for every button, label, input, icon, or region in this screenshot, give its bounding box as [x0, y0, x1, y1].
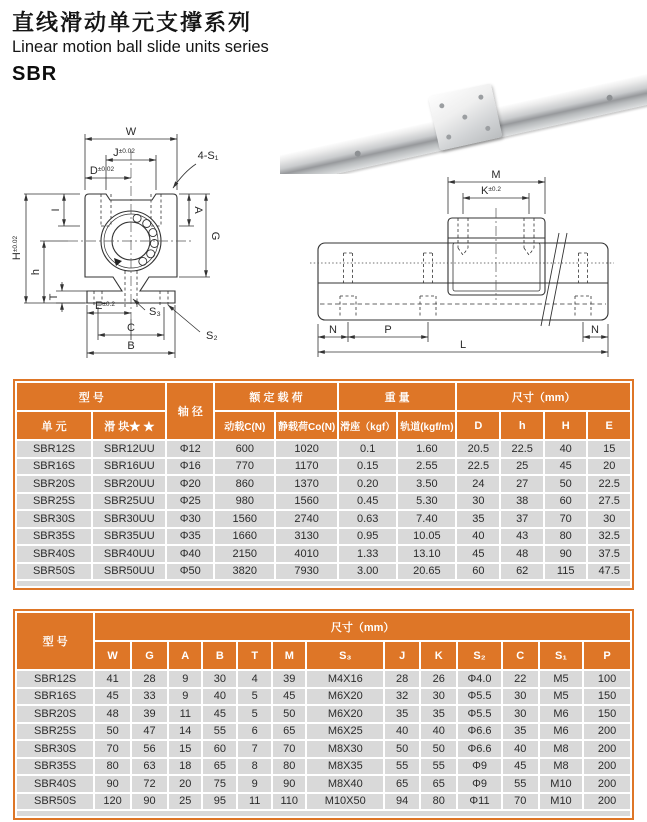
table-cell: M10	[540, 794, 582, 810]
table-cell: M6X20	[307, 689, 383, 705]
table-cell: SBR16S	[17, 689, 93, 705]
table-cell: 35	[503, 724, 538, 740]
table-cell: 7	[238, 741, 271, 757]
dim-label-l: L	[459, 339, 467, 351]
table-cell: Φ9	[458, 759, 500, 775]
table-cell: 20	[169, 776, 201, 792]
table-cell: 40	[385, 724, 419, 740]
table-cell: 200	[584, 741, 630, 757]
table-cell: 9	[169, 671, 201, 687]
table-cell: SBR25UU	[93, 494, 165, 510]
dimension-lines	[318, 177, 608, 357]
rail-outline	[318, 218, 608, 320]
table-cell: 33	[132, 689, 167, 705]
table-row	[17, 441, 630, 457]
dim-label-j: $J^{\pm 0.02}$	[113, 147, 135, 159]
dim-label-p: P	[384, 324, 392, 336]
table2-body	[17, 671, 630, 809]
table-row	[17, 776, 630, 792]
block-hole	[446, 134, 452, 140]
table-cell: 28	[385, 671, 419, 687]
th-rated-load-group: 额 定 载 荷	[215, 383, 337, 410]
table-cell: 60	[457, 564, 499, 580]
table-cell: 55	[203, 724, 236, 740]
table-cell: Φ6.6	[458, 724, 500, 740]
table-row	[17, 494, 630, 510]
th-slide-weight: 滑座（kgf）	[339, 412, 397, 439]
table-cell: 0.20	[339, 476, 397, 492]
table-cell: 20	[588, 459, 630, 475]
table-cell: 30	[457, 494, 499, 510]
th-e: E	[588, 412, 630, 439]
table-cell: SBR30S	[17, 511, 91, 527]
table-cell: 200	[584, 794, 630, 810]
table-cell: M8X40	[307, 776, 383, 792]
table-cell: SBR16UU	[93, 459, 165, 475]
table-cell: 40	[545, 441, 587, 457]
th-col-b: B	[203, 642, 236, 669]
dim-label-s2: S₂	[206, 330, 218, 342]
table-cell: 63	[132, 759, 167, 775]
table-cell: M10X50	[307, 794, 383, 810]
table-cell: 45	[203, 706, 236, 722]
rail-hole	[606, 94, 613, 101]
dim-label-k: $K^{\pm 0.2}$	[481, 185, 501, 197]
table-cell: SBR30UU	[93, 511, 165, 527]
table-cell: Φ25	[167, 494, 213, 510]
th-static-load: 静载荷Co(N)	[276, 412, 336, 439]
page-title-en: Linear motion ball slide units series	[12, 38, 269, 56]
table-cell: 39	[273, 671, 305, 687]
dim-label-s3: S₃	[149, 306, 161, 318]
table-cell: 70	[545, 511, 587, 527]
table-cell: 27.5	[588, 494, 630, 510]
table-cell: Φ35	[167, 529, 213, 545]
dim-label-d: $D^{\pm 0.02}$	[89, 165, 115, 177]
table-cell: 65	[203, 759, 236, 775]
th-col-s1: S₁	[540, 642, 582, 669]
table-cell: SBR40S	[17, 776, 93, 792]
product-photo	[280, 44, 647, 174]
table-cell: 25	[501, 459, 543, 475]
table-cell: 980	[215, 494, 274, 510]
table-cell: Φ5.5	[458, 689, 500, 705]
table-cell: 0.95	[339, 529, 397, 545]
table-cell: 2.55	[398, 459, 455, 475]
table-cell: 50	[421, 741, 456, 757]
table-cell: 3.00	[339, 564, 397, 580]
table-cell: 47	[132, 724, 167, 740]
table-row	[17, 671, 630, 687]
table-cell: M6X20	[307, 706, 383, 722]
dim-label-m: M	[491, 169, 501, 181]
table-cell: 75	[203, 776, 236, 792]
th-col-s2: S₂	[458, 642, 500, 669]
th-model-group: 型 号	[17, 383, 165, 410]
table-cell: 25	[169, 794, 201, 810]
table-cell: 22.5	[588, 476, 630, 492]
th-col-a: A	[169, 642, 201, 669]
table-cell: 1560	[276, 494, 336, 510]
table-cell: 150	[584, 706, 630, 722]
table-cell: 15	[169, 741, 201, 757]
table-cell: 45	[95, 689, 130, 705]
block-hole	[485, 125, 491, 131]
table-cell: M6	[540, 724, 582, 740]
table-cell: 11	[169, 706, 201, 722]
table-cell: Φ20	[167, 476, 213, 492]
table-cell: 60	[545, 494, 587, 510]
table-cell: 95	[203, 794, 236, 810]
th-block: 滑 块★ ★	[93, 412, 165, 439]
dim-label-n-right: N	[591, 324, 599, 336]
table-cell: M10	[540, 776, 582, 792]
block-hole	[478, 94, 484, 100]
table-cell: 3820	[215, 564, 274, 580]
th-col-p: P	[584, 642, 630, 669]
table-cell: SBR20S	[17, 476, 91, 492]
table-row	[17, 706, 630, 722]
table-cell: Φ6.6	[458, 741, 500, 757]
table-cell: 30	[421, 689, 456, 705]
table-cell: 30	[203, 671, 236, 687]
table-cell: 1170	[276, 459, 336, 475]
table-cell: SBR25S	[17, 494, 91, 510]
table-cell: M6X25	[307, 724, 383, 740]
table-cell: M8X35	[307, 759, 383, 775]
table-cell: 90	[132, 794, 167, 810]
th-col-k: K	[421, 642, 456, 669]
cross-section-diagram	[10, 114, 255, 374]
table-cell: M8X30	[307, 741, 383, 757]
dim-label-t: T	[48, 293, 60, 301]
th-dims-group: 尺寸（mm）	[95, 613, 630, 640]
spec-table-load	[13, 379, 634, 590]
table-cell: 18	[169, 759, 201, 775]
table-cell: 200	[584, 776, 630, 792]
table-cell: 40	[503, 741, 538, 757]
table-cell: 65	[273, 724, 305, 740]
table-cell: 9	[169, 689, 201, 705]
table-cell: 80	[545, 529, 587, 545]
table-cell: 94	[385, 794, 419, 810]
dim-label-b: B	[127, 340, 135, 352]
table-cell: 1020	[276, 441, 336, 457]
table-cell: 1560	[215, 511, 274, 527]
table-cell: 200	[584, 759, 630, 775]
table-cell: 22	[503, 671, 538, 687]
th-col-g: G	[132, 642, 167, 669]
table-cell: 30	[588, 511, 630, 527]
table-cell: 11	[238, 794, 271, 810]
table-cell: 39	[132, 706, 167, 722]
dim-label-n-left: N	[329, 324, 337, 336]
table-cell: 62	[501, 564, 543, 580]
table-cell: 60	[203, 741, 236, 757]
table-cell: M5	[540, 671, 582, 687]
table-cell: 50	[273, 706, 305, 722]
table-cell: 1.60	[398, 441, 455, 457]
table-cell: 115	[545, 564, 587, 580]
table-cell: 0.45	[339, 494, 397, 510]
th-col-w: W	[95, 642, 130, 669]
table-cell: 48	[95, 706, 130, 722]
th-unit: 单 元	[17, 412, 91, 439]
table-cell: Φ16	[167, 459, 213, 475]
table-cell: 13.10	[398, 546, 455, 562]
table-cell: 3.50	[398, 476, 455, 492]
th-col-c: C	[503, 642, 538, 669]
series-code: SBR	[12, 63, 58, 85]
table-cell: 35	[421, 706, 456, 722]
table-cell: 6	[238, 724, 271, 740]
table-cell: 0.63	[339, 511, 397, 527]
table-cell: 5	[238, 689, 271, 705]
table-row	[17, 476, 630, 492]
dim-label-c: C	[127, 322, 135, 334]
table-cell: 40	[421, 724, 456, 740]
table-cell: 55	[385, 759, 419, 775]
spec-table-dims	[13, 609, 634, 820]
table-cell: 1370	[276, 476, 336, 492]
th-rail-weight: 轨道(kgf/m)	[398, 412, 455, 439]
table-cell: Φ4.0	[458, 671, 500, 687]
table-cell: Φ12	[167, 441, 213, 457]
table-cell: 80	[95, 759, 130, 775]
th-dynamic-load: 动载C(N)	[215, 412, 274, 439]
table-cell: 26	[421, 671, 456, 687]
table-cell: Φ9	[458, 776, 500, 792]
table-cell: 45	[457, 546, 499, 562]
table-bottom-strip	[17, 581, 630, 586]
table-cell: SBR20S	[17, 706, 93, 722]
th-shaft-dia: 轴 径	[167, 383, 213, 439]
dim-label-g: G	[209, 231, 221, 241]
table-cell: 22.5	[457, 459, 499, 475]
dimension-lines	[24, 134, 210, 358]
table-cell: 55	[503, 776, 538, 792]
table-cell: 56	[132, 741, 167, 757]
table-cell: SBR35UU	[93, 529, 165, 545]
rail-assembly	[280, 51, 647, 174]
table-cell: 32	[385, 689, 419, 705]
th-model-group: 型 号	[17, 613, 93, 669]
table-cell: 600	[215, 441, 274, 457]
table-cell: 30	[503, 689, 538, 705]
dim-label-h-lower: h	[30, 268, 42, 276]
table-cell: 15	[588, 441, 630, 457]
table-cell: 35	[457, 511, 499, 527]
th-dims-group: 尺寸（mm）	[457, 383, 630, 410]
table-cell: SBR35S	[17, 759, 93, 775]
th-weight-group: 重 量	[339, 383, 455, 410]
table-cell: 65	[421, 776, 456, 792]
table-cell: 50	[545, 476, 587, 492]
table-row	[17, 459, 630, 475]
page-title-zh: 直线滑动单元支撑系列	[12, 10, 253, 35]
table-cell: SBR50S	[17, 794, 93, 810]
table-cell: 30	[503, 706, 538, 722]
table-cell: SBR20UU	[93, 476, 165, 492]
table-cell: SBR35S	[17, 529, 91, 545]
table-cell: 40	[457, 529, 499, 545]
table-cell: 150	[584, 689, 630, 705]
rail-hole	[354, 150, 361, 157]
table-cell: 3130	[276, 529, 336, 545]
table-row	[17, 794, 630, 810]
table-cell: SBR40S	[17, 546, 91, 562]
table-cell: SBR25S	[17, 724, 93, 740]
table-cell: 27	[501, 476, 543, 492]
table-cell: 90	[545, 546, 587, 562]
table-cell: SBR12S	[17, 671, 93, 687]
table-cell: M6	[540, 706, 582, 722]
th-col-t: T	[238, 642, 271, 669]
table-cell: 70	[503, 794, 538, 810]
table-cell: Φ40	[167, 546, 213, 562]
table-cell: SBR50S	[17, 564, 91, 580]
table-cell: M8	[540, 741, 582, 757]
table-cell: SBR16S	[17, 459, 91, 475]
side-view-diagram	[298, 158, 647, 376]
table-cell: SBR40UU	[93, 546, 165, 562]
table-cell: 45	[545, 459, 587, 475]
th-col-s3: S₃	[307, 642, 383, 669]
table-cell: 90	[95, 776, 130, 792]
th-col-j: J	[385, 642, 419, 669]
dim-label-i: I	[50, 208, 62, 212]
table-cell: SBR12S	[17, 441, 91, 457]
dim-label-w: W	[125, 126, 137, 138]
table-cell: 70	[273, 741, 305, 757]
table-cell: 4010	[276, 546, 336, 562]
table-cell: 80	[421, 794, 456, 810]
table-cell: 32.5	[588, 529, 630, 545]
table-cell: Φ5.5	[458, 706, 500, 722]
table-cell: M5	[540, 689, 582, 705]
th-h-lower: h	[501, 412, 543, 439]
dim-label-a: A	[192, 206, 204, 214]
table-cell: 90	[273, 776, 305, 792]
dim-label-e: $E^{\pm 0.2}$	[95, 300, 115, 312]
table-row	[17, 511, 630, 527]
table-row	[17, 529, 630, 545]
table-cell: 1660	[215, 529, 274, 545]
table-cell: 65	[385, 776, 419, 792]
table-cell: 40	[203, 689, 236, 705]
table-cell: M8	[540, 759, 582, 775]
table-row	[17, 546, 630, 562]
table-bottom-strip	[17, 811, 630, 816]
table-cell: 45	[273, 689, 305, 705]
table-cell: 28	[132, 671, 167, 687]
table-cell: 50	[95, 724, 130, 740]
table-cell: Φ30	[167, 511, 213, 527]
table-cell: 20.5	[457, 441, 499, 457]
table-cell: 14	[169, 724, 201, 740]
slide-block-image	[428, 83, 502, 151]
table-cell: 35	[385, 706, 419, 722]
table1-body	[17, 441, 630, 579]
table-cell: 37.5	[588, 546, 630, 562]
table-cell: 43	[501, 529, 543, 545]
table-cell: SBR12UU	[93, 441, 165, 457]
dim-label-h-upper: $H^{\pm 0.02}$	[11, 235, 23, 261]
table-cell: 24	[457, 476, 499, 492]
table-cell: 20.65	[398, 564, 455, 580]
table-cell: 50	[385, 741, 419, 757]
table-row	[17, 564, 630, 580]
table-cell: 120	[95, 794, 130, 810]
table-row	[17, 724, 630, 740]
table-cell: SBR50UU	[93, 564, 165, 580]
table-cell: 41	[95, 671, 130, 687]
table-row	[17, 759, 630, 775]
table-cell: SBR30S	[17, 741, 93, 757]
page-header	[12, 6, 269, 86]
table-cell: Φ50	[167, 564, 213, 580]
table-cell: 55	[421, 759, 456, 775]
block-hole	[462, 114, 468, 120]
table-cell: 48	[501, 546, 543, 562]
table-cell: Φ11	[458, 794, 500, 810]
table-cell: 45	[503, 759, 538, 775]
table-row	[17, 689, 630, 705]
th-col-m: M	[273, 642, 305, 669]
table-cell: 200	[584, 724, 630, 740]
table-cell: 0.15	[339, 459, 397, 475]
table-cell: 10.05	[398, 529, 455, 545]
table-cell: 2150	[215, 546, 274, 562]
table-cell: 80	[273, 759, 305, 775]
table-cell: 1.33	[339, 546, 397, 562]
th-d: D	[457, 412, 499, 439]
table-cell: 770	[215, 459, 274, 475]
table-cell: 110	[273, 794, 305, 810]
table-cell: 8	[238, 759, 271, 775]
table-cell: 47.5	[588, 564, 630, 580]
table-cell: 2740	[276, 511, 336, 527]
table-cell: 38	[501, 494, 543, 510]
block-hole	[439, 103, 445, 109]
dim-label-4s1: 4-S₁	[197, 150, 219, 162]
table-cell: 37	[501, 511, 543, 527]
table-cell: 100	[584, 671, 630, 687]
table-cell: 72	[132, 776, 167, 792]
table-cell: 7.40	[398, 511, 455, 527]
table-row	[17, 741, 630, 757]
table-cell: 860	[215, 476, 274, 492]
table-cell: M4X16	[307, 671, 383, 687]
table-cell: 4	[238, 671, 271, 687]
table-cell: 9	[238, 776, 271, 792]
table-cell: 7930	[276, 564, 336, 580]
table-cell: 0.1	[339, 441, 397, 457]
th-h-upper: H	[545, 412, 587, 439]
table-cell: 22.5	[501, 441, 543, 457]
table-cell: 70	[95, 741, 130, 757]
table-cell: 5.30	[398, 494, 455, 510]
table-cell: 5	[238, 706, 271, 722]
